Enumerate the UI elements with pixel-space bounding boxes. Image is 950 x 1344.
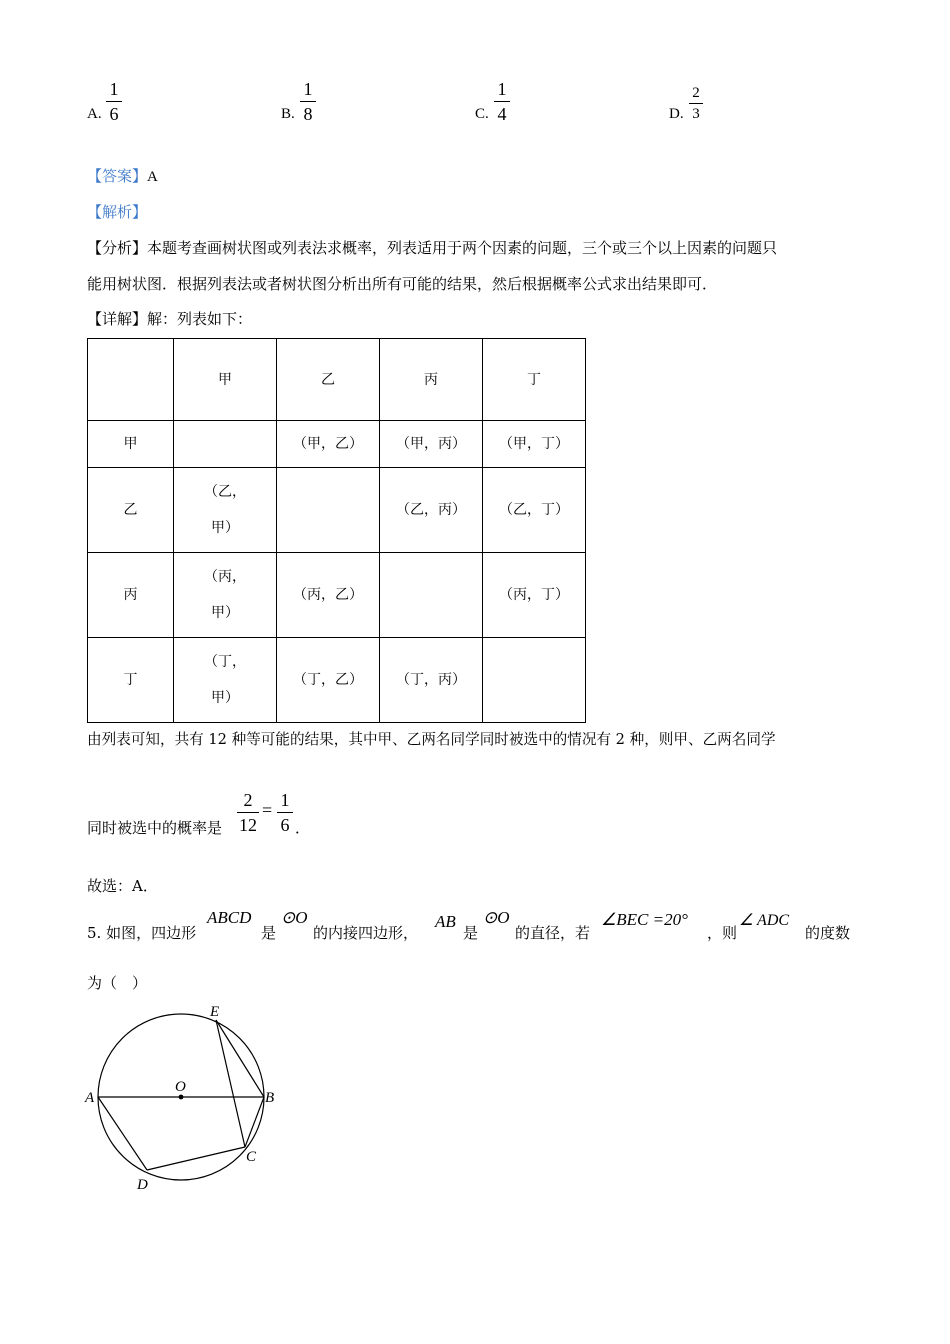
table-cell: （丙，丁）: [483, 553, 586, 638]
table-cell-wrapped: [174, 468, 277, 553]
question-5-line-1: [87, 908, 867, 948]
question-5-line-2: 为（ ）: [87, 974, 148, 992]
option-a-denominator: 6: [109, 104, 119, 124]
choose-line: 故选：A．: [87, 877, 158, 895]
simplified-denominator: 6: [280, 815, 290, 835]
table-cell: （甲，丙）: [380, 421, 483, 468]
circle-figure: [80, 996, 290, 1196]
circle-o: ⊙O: [281, 908, 308, 927]
segment-da: [98, 1097, 147, 1170]
then-text: ，则: [707, 924, 738, 942]
word-is: 是: [261, 924, 277, 942]
table-cell: （甲，丁）: [483, 421, 586, 468]
angle-adc: ∠ ADC: [739, 912, 790, 929]
row-header-cell: 丁: [88, 638, 174, 723]
label-o: O: [175, 1079, 186, 1095]
fenxi-line-1: [87, 238, 777, 258]
fenxi-label: 【分析】: [87, 239, 148, 257]
row-header-cell: 乙: [88, 468, 174, 553]
cell-line-1: （丁，: [204, 654, 246, 670]
table-cell: [88, 339, 174, 421]
label-c: C: [246, 1149, 257, 1165]
option-c-denominator: 4: [497, 104, 507, 124]
outcome-table: [87, 338, 586, 723]
table-cell: [483, 638, 586, 723]
option-b-fraction: [300, 78, 316, 125]
table-cell: [380, 553, 483, 638]
answer-value: A: [147, 169, 158, 185]
option-c-fraction: [494, 78, 510, 125]
table-header-cell: 丁: [483, 339, 586, 421]
option-c-numerator: 1: [497, 79, 507, 99]
option-c-letter: C.: [475, 106, 489, 122]
row-header-cell: 丙: [88, 553, 174, 638]
table-cell-wrapped: [174, 638, 277, 723]
angle-bec: ∠BEC =20°: [601, 910, 688, 929]
option-b-letter: B.: [281, 106, 295, 122]
segment-bc: [245, 1097, 264, 1147]
segment-eb: [216, 1020, 264, 1097]
diameter-text: 的直径，若: [515, 924, 591, 942]
option-d-letter: D.: [669, 106, 684, 122]
question-number: 5. 如图，四边形: [87, 924, 197, 942]
table-header-row: [88, 339, 586, 421]
option-d-denominator: 3: [692, 106, 700, 122]
segment-ab: AB: [435, 912, 456, 931]
probability-numerator: 2: [243, 790, 253, 810]
option-d-fraction: [689, 84, 703, 123]
option-b-numerator: 1: [303, 79, 313, 99]
option-a-fraction: [106, 78, 122, 125]
detail-label: 【详解】: [87, 310, 148, 328]
table-header-cell: 丙: [380, 339, 483, 421]
probability-fraction: [237, 789, 259, 836]
fenxi-line-2: 能用树状图．根据列表法或者树状图分析出所有可能的结果，然后根据概率公式求出结果即可．: [87, 275, 718, 293]
table-header-cell: 甲: [174, 339, 277, 421]
row-header-cell: 甲: [88, 421, 174, 468]
table-cell: [277, 468, 380, 553]
table-cell: （甲，乙）: [277, 421, 380, 468]
table-cell-wrapped: [174, 553, 277, 638]
table-cell: （丁，丙）: [380, 638, 483, 723]
simplified-fraction: [277, 789, 293, 836]
probability-denominator: 12: [239, 815, 257, 835]
circle-o: ⊙O: [483, 908, 510, 927]
inscribed-text: 的内接四边形，: [313, 924, 419, 942]
table-cell: （乙，丙）: [380, 468, 483, 553]
table-row: [88, 553, 586, 638]
fenxi-text-1: 本题考查画树状图或列表法求概率，列表适用于两个因素的问题，三个或三个以上因素的问题只: [147, 239, 778, 257]
table-header-cell: 乙: [277, 339, 380, 421]
degree-text: 的度数: [805, 924, 851, 942]
conclusion-period: ．: [295, 819, 311, 837]
option-b-denominator: 8: [303, 104, 313, 124]
detail-text: 解：列表如下：: [147, 310, 253, 328]
answer-label: 【答案】: [87, 167, 148, 185]
conclusion-line-2-prefix: 同时被选中的概率是: [87, 819, 223, 837]
analysis-label: 【解析】: [87, 203, 148, 221]
cell-line-2: 甲）: [211, 690, 239, 706]
cell-line-2: 甲）: [211, 605, 239, 621]
label-d: D: [137, 1177, 148, 1193]
equals-sign: =: [262, 800, 273, 820]
label-e: E: [210, 1004, 220, 1020]
answer-line: [87, 166, 158, 187]
center-point: [179, 1095, 184, 1100]
table-row: [88, 468, 586, 553]
table-cell: [174, 421, 277, 468]
cell-line-2: 甲）: [211, 520, 239, 536]
option-a-letter: A.: [87, 106, 102, 122]
table-cell: （丁，乙）: [277, 638, 380, 723]
cell-line-1: （丙，: [204, 569, 246, 585]
label-a: A: [85, 1090, 95, 1106]
table-cell: （丙，乙）: [277, 553, 380, 638]
table-row: [88, 421, 586, 468]
quad-abcd: ABCD: [207, 908, 252, 927]
option-d-numerator: 2: [692, 85, 700, 101]
label-b: B: [265, 1090, 275, 1106]
cell-line-1: （乙，: [204, 484, 246, 500]
table-row: [88, 638, 586, 723]
table-cell: （乙，丁）: [483, 468, 586, 553]
detail-line: [87, 309, 252, 329]
word-is: 是: [463, 924, 479, 942]
conclusion-line-1: 由列表可知，共有 12 种等可能的结果，其中甲、乙两名同学同时被选中的情况有 2 种，则甲、乙两名同学: [87, 731, 776, 748]
option-a-numerator: 1: [109, 79, 119, 99]
simplified-numerator: 1: [280, 790, 290, 810]
segment-cd: [147, 1147, 245, 1170]
